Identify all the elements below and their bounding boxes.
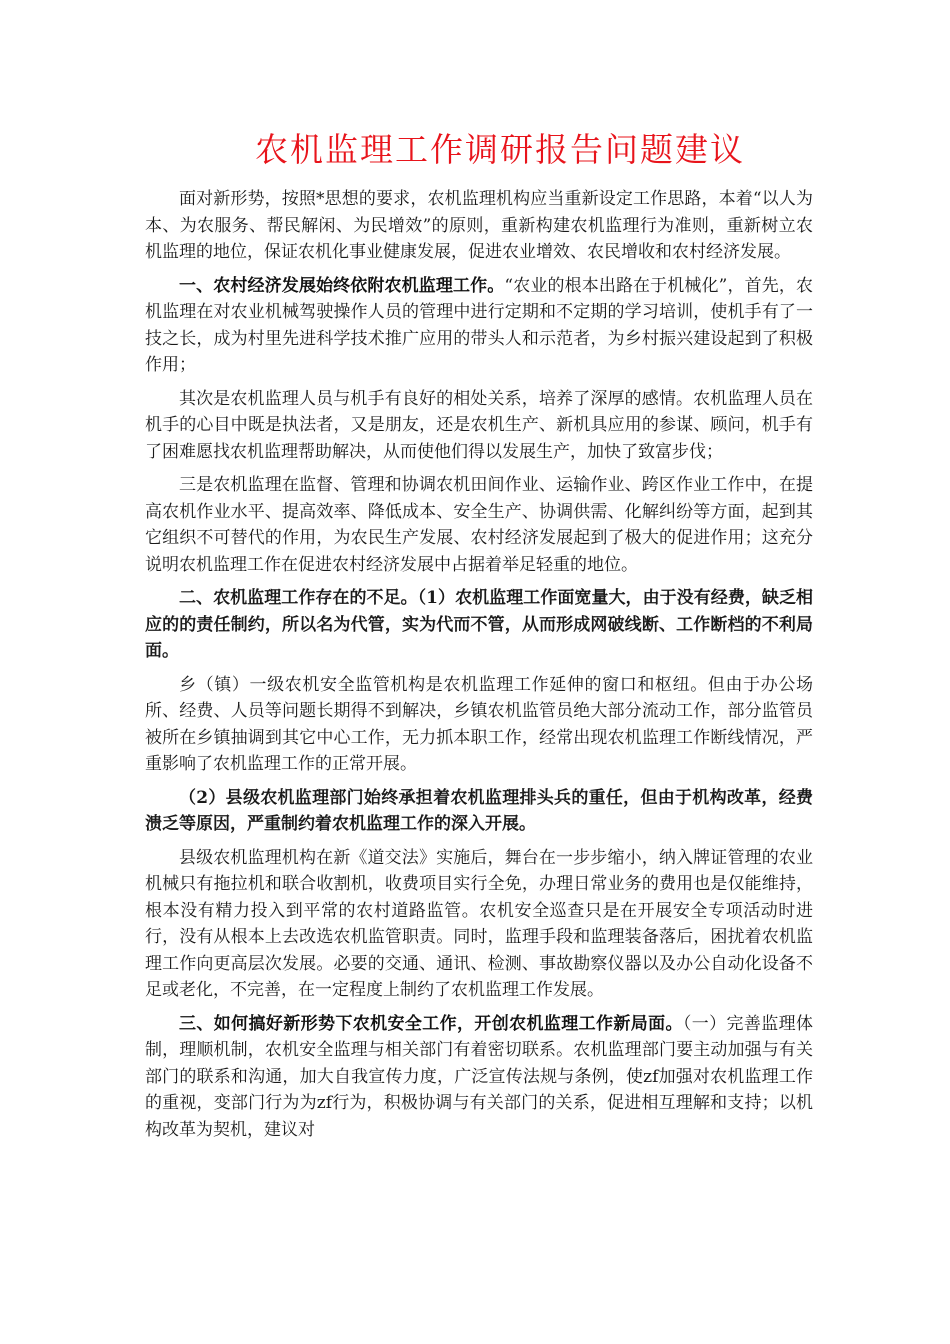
section-3-text: （一）完善监理体制，理顺机制，农机安全监理与相关部门有着密切联系。农机监理部门要主动加强与有关部门的联系和沟通，加大自我宣传力度，广泛宣传法规与条例，使zf加强对农机监理工作的重视，变部门行为为zf行为，积极协调与有关部门的关系，促进相互理解和支持；以机构改革为契机，建议对: [145, 1013, 813, 1140]
section-2-paragraph-1: 乡（镇）一级农机安全监管机构是农机监理工作延伸的窗口和枢纽。但由于办公场所、经费、人员等问题长期得不到解决，乡镇农机监管员绝大部分流动工作，部分监管员被所在乡镇抽调到其它中心工作，无力抓本职工作，经常出现农机监理工作断线情况，严重影响了农机监理工作的正常开展。: [145, 674, 813, 774]
document-title: 农机监理工作调研报告问题建议: [255, 130, 745, 169]
section-1-paragraph: [145, 273, 813, 379]
section-2-subheading: （2）县级农机监理部门始终承担着农机监理排头兵的重任，但由于机构改革，经费溃乏等原因，严重制约着农机监理工作的深入开展。: [145, 787, 813, 834]
document-body: [145, 186, 813, 1150]
intro-paragraph: 面对新形势，按照*思想的要求，农机监理机构应当重新设定工作思路，本着“以人为本、为农服务、帮民解闲、为民增效”的原则，重新构建农机监理行为准则，重新树立农机监理的地位，保证农机化事业健康发展，促进农业增效、农民增收和农村经济发展。: [145, 189, 813, 262]
section-1-paragraph-3: 三是农机监理在监督、管理和协调农机田间作业、运输作业、跨区作业工作中，在提高农机作业水平、提高效率、降低成本、安全生产、协调供需、化解纠纷等方面，起到其它组织不可替代的作用，为农民生产发展、农村经济发展起到了极大的促进作用；这充分说明农机监理工作在促进农村经济发展中占据着举足轻重的地位。: [145, 475, 813, 575]
section-2-heading: 二、农机监理工作存在的不足。（1）农机监理工作面宽量大，由于没有经费，缺乏相应的的责任制约，所以名为代管，实为代而不管，从而形成网破线断、工作断档的不利局面。: [145, 588, 813, 661]
section-1-paragraph-2: 其次是农机监理人员与机手有良好的相处关系，培养了深厚的感情。农机监理人员在机手的心目中既是执法者，又是朋友，还是农机生产、新机具应用的参谋、顾问，机手有了困难愿找农机监理帮助解决，从而使他们得以发展生产，加快了致富步伐；: [145, 388, 813, 462]
section-1-heading: 一、农村经济发展始终依附农机监理工作。: [179, 275, 505, 296]
section-2-paragraph-2: 县级农机监理机构在新《道交法》实施后，舞台在一步步缩小，纳入牌证管理的农业机械只有拖拉机和联合收割机，收费项目实行全免，办理日常业务的费用也是仅能维持，根本没有精力投入到平常的农村道路监管。农机安全巡查只是在开展安全专项活动时进行，没有从根本上去改选农机监管职责。同时，监理手段和监理装备落后，困扰着农机监理工作向更高层次发展。必要的交通、通讯、检测、事故勘察仪器以及办公自动化设备不足或老化，不完善，在一定程度上制约了农机监理工作发展。: [145, 847, 813, 1000]
section-1-text: “农业的根本出路在于机械化”，首先，农机监理在对农业机械驾驶操作人员的管理中进行定期和不定期的学习培训，使机手有了一技之长，成为村里先进科学技术推广应用的带头人和示范者，为乡村振兴建设起到了积极作用；: [145, 275, 813, 375]
section-3-paragraph: [145, 1011, 813, 1144]
section-3-heading: 三、如何搞好新形势下农机安全工作，开创农机监理工作新局面。: [179, 1013, 683, 1034]
